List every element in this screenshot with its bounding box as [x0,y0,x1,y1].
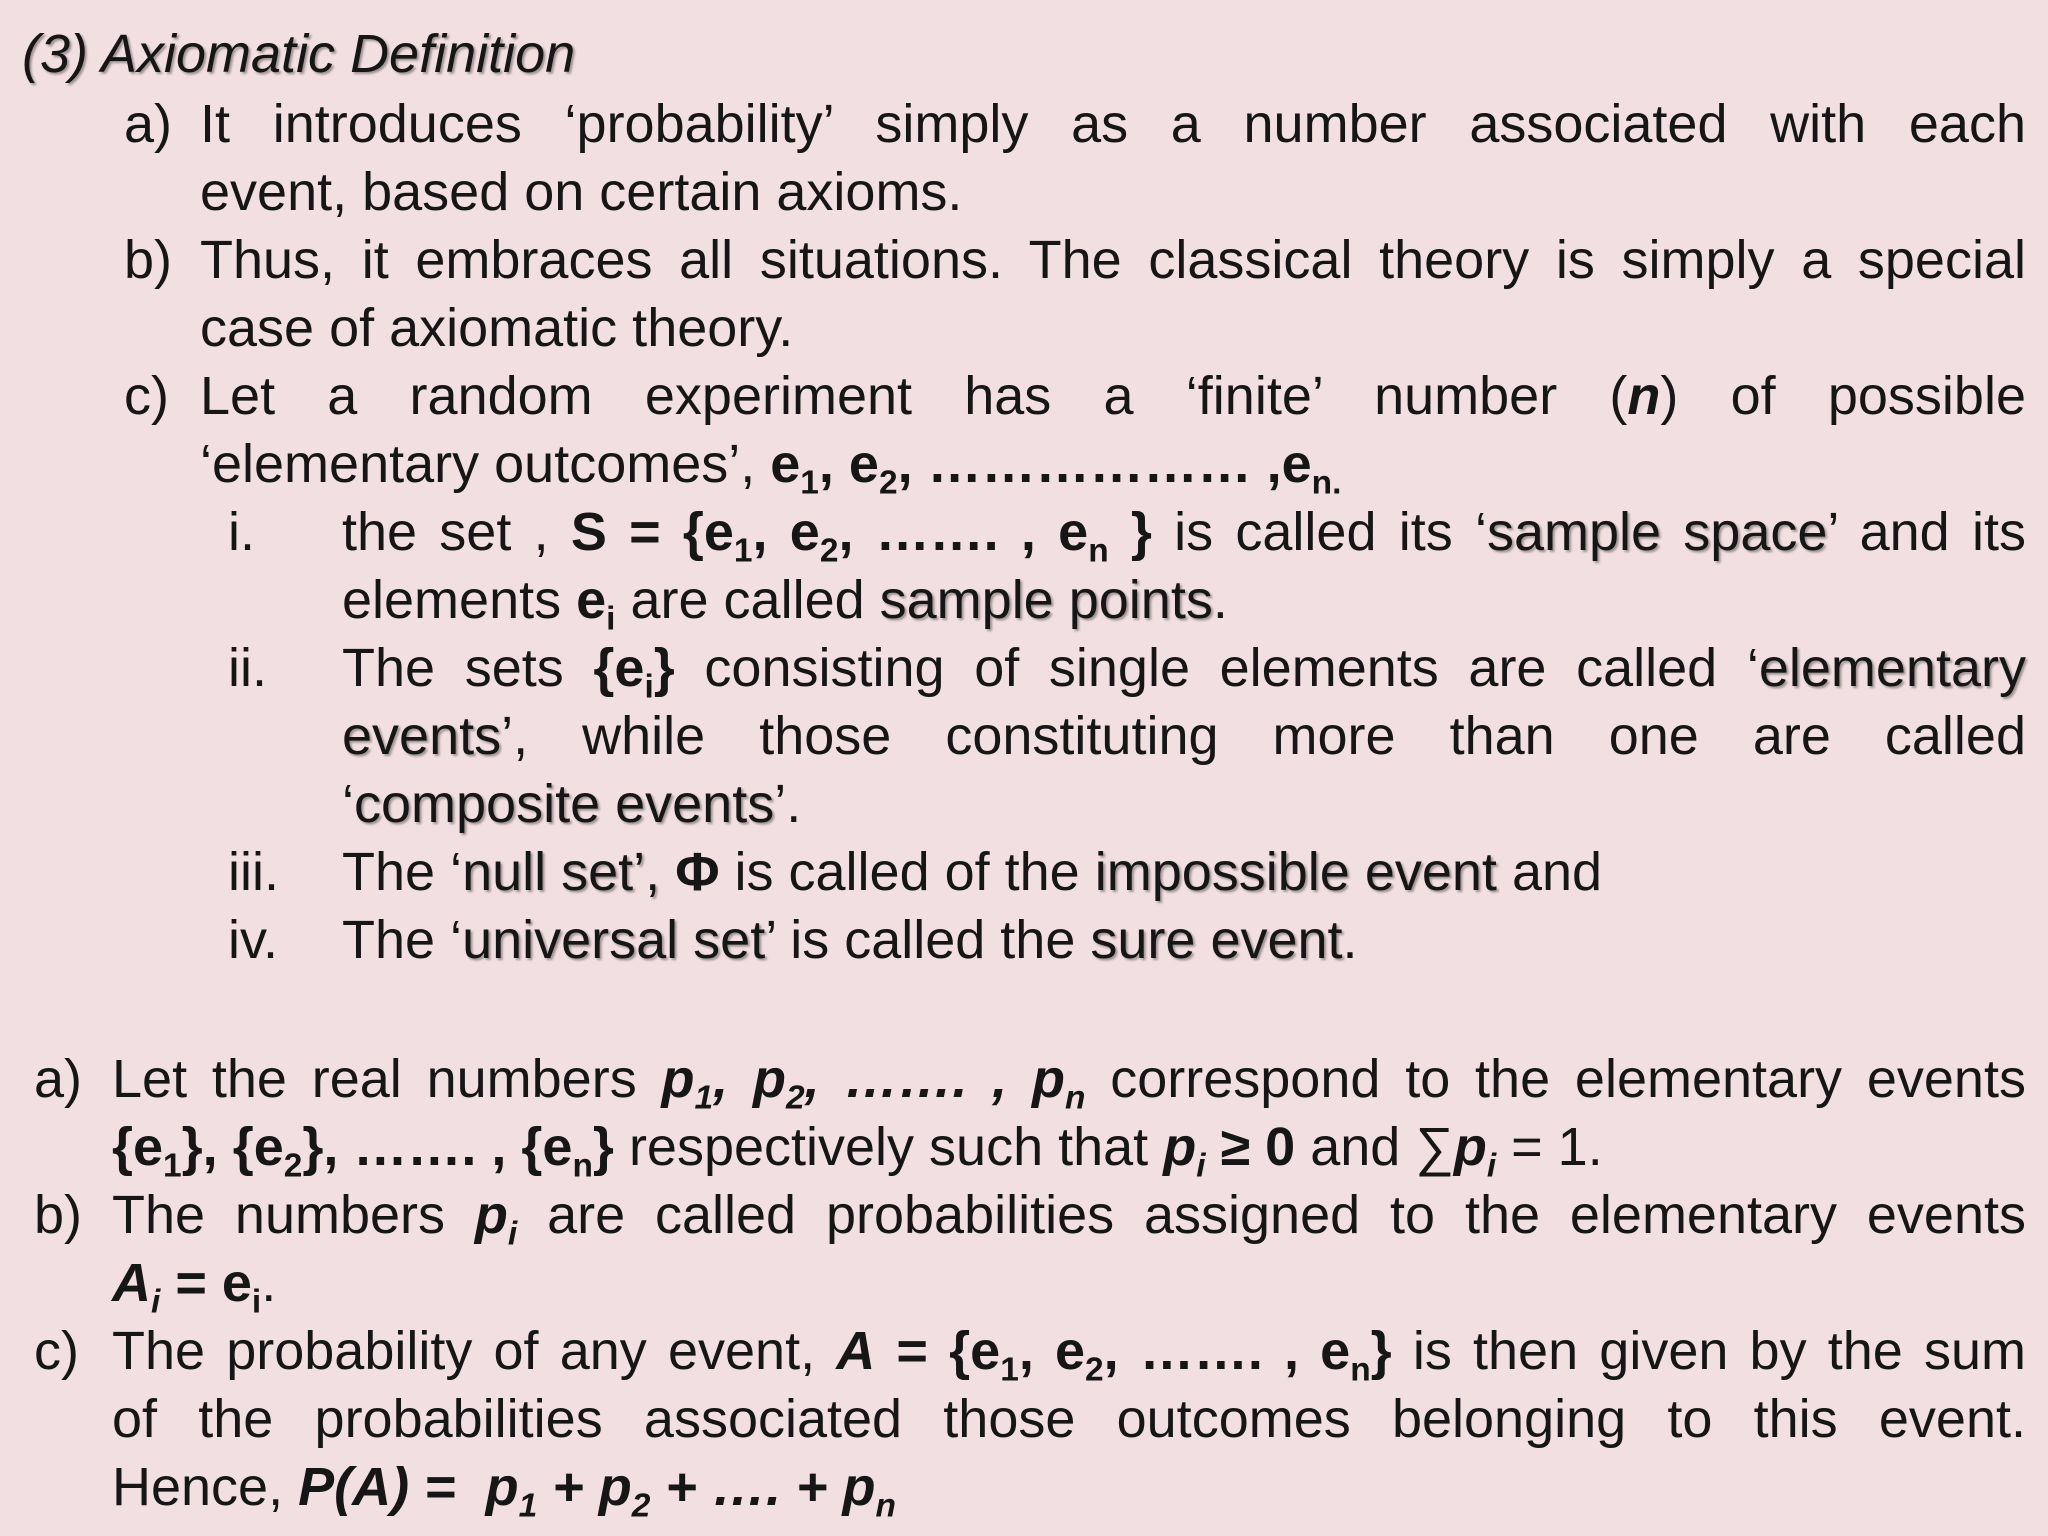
element-ei: $e_i$ [576,570,616,638]
text-run: Let a random experiment has a ‘finite’ number ( [200,366,1628,426]
sum-math: $\sum p_i$ [1415,1117,1497,1185]
list-marker: a) [124,94,173,154]
text-run: are called probabilities assigned to the elementary events [517,1185,2026,1245]
text-run: ’ and its [1827,502,2026,562]
term-sure-event: sure event [1090,910,1343,970]
event-a-math: = {$e_1$, $e_2$, ……. , $e_n$} [875,1321,1392,1389]
text-run: . [1342,910,1358,970]
item-text-line: event, based on certain axioms. [200,162,963,222]
text-run: ’ is called the [765,910,1091,970]
text-run: is called of the [719,842,1095,902]
text-run: The ‘ [342,842,463,902]
term-sample-space: sample space [1486,502,1828,562]
item-text-line [200,362,2026,430]
text-run: correspond to the elementary events [1085,1049,2026,1109]
item-text-line [342,906,2026,974]
text-run: ‘ [342,774,354,834]
term-universal-set: universal set [462,910,766,970]
list-marker: ii. [228,638,267,698]
list-marker: iv. [228,910,278,970]
term-impossible-event: impossible event [1094,842,1497,902]
item-text-line: case of axiomatic theory. [200,298,794,358]
item-text-line [342,566,2026,638]
term-events: events [342,706,502,766]
event-a-var: A [836,1321,876,1381]
ai-math-rest: = $e_i$ [160,1253,262,1321]
text-run: are called [615,570,880,630]
text-run: is then given by the sum [1391,1321,2027,1381]
item-text-line [112,1453,2026,1525]
item-text-line [200,430,2026,502]
variable-n: n [1627,366,1661,426]
list-marker: iii. [228,842,279,902]
item-text-line: of the probabilities associated those outcomes belonging to this event. [112,1389,2026,1449]
phi-symbol: Φ [675,842,720,902]
item-text-line: It introduces ‘probability’ simply as a number associated with each [200,94,2026,154]
text-run: ’. [774,774,802,834]
text-run: Hence, [112,1457,299,1517]
item-text-line [342,702,2026,770]
heading-number: (3) [22,24,88,84]
text-run: the set , [342,502,571,562]
text-run: Let the real numbers [112,1049,662,1109]
condition-math-rest: ≥ 0 [1205,1117,1296,1177]
term-composite-events: composite events [354,774,775,834]
list-marker: b) [34,1185,83,1245]
list-marker: c) [124,366,169,426]
probabilities-math: $p_1$, $p_2$, ……. , $p_n$ [661,1049,1086,1117]
text-run: elements [342,570,577,630]
text-run: ) of possible [1660,366,2026,426]
term-sample-points: sample points [879,570,1213,630]
sample-space-math: $S = \{e_1$, $e_2$, ……. , $e_n$ } [570,502,1152,570]
item-text-line [112,1181,2026,1253]
condition-math: $p_i$ [1163,1117,1206,1185]
events-math: $\{e_1\}$, $\{e_2\}$, ……. , $\{e_n\}$ [112,1117,614,1185]
text-run: respectively such that [613,1117,1164,1177]
item-text-line [342,634,2026,706]
term-null-set: null set’, [462,842,661,902]
list-marker: i. [228,502,255,562]
term-elementary: elementary [1758,638,2026,698]
text-run: The sets [342,638,594,698]
item-text-line [342,770,2026,838]
item-text-line [112,1317,2027,1389]
elementary-set-math: $\{e_i\}$ [593,638,675,706]
text-run: = 1. [1496,1117,1603,1177]
text-run: ’, while those constituting more than one are called [501,706,2026,766]
heading-title: Axiomatic Definition [101,24,576,84]
list-marker: c) [34,1321,79,1381]
item-text-line: Thus, it embraces all situations. The classical theory is simply a special [200,230,2026,290]
item-text-line [342,498,2026,570]
item-text-line: $A_i = e_i$. [112,1253,277,1321]
item-text-line [112,1045,2026,1117]
text-run: and [1295,1117,1416,1177]
ai-math: $A_i$ [112,1253,161,1321]
text-run: and [1496,842,1603,902]
pi-math: $p_i$ [474,1185,518,1253]
text-run: The ‘ [342,910,463,970]
item-text-line [112,1113,2026,1185]
text-run: The numbers [112,1185,475,1245]
text-run: The probability of any event, [112,1321,837,1381]
item-text-line [342,838,2026,906]
formula-math: $P(A) = p_1 + p_2$ + …. + $p_n$ [298,1457,896,1525]
text-run: consisting of single elements are called ‘ [674,638,1759,698]
outcomes-math: $e_1$, $e_2$, ……………… $,e_{n.}$ [770,434,1342,502]
text-run: ‘elementary outcomes’, [200,434,771,494]
list-marker: b) [124,230,173,290]
slide-heading [22,20,575,88]
text-run: is called its ‘ [1151,502,1487,562]
list-marker: a) [34,1049,83,1109]
text-run: . [1212,570,1228,630]
